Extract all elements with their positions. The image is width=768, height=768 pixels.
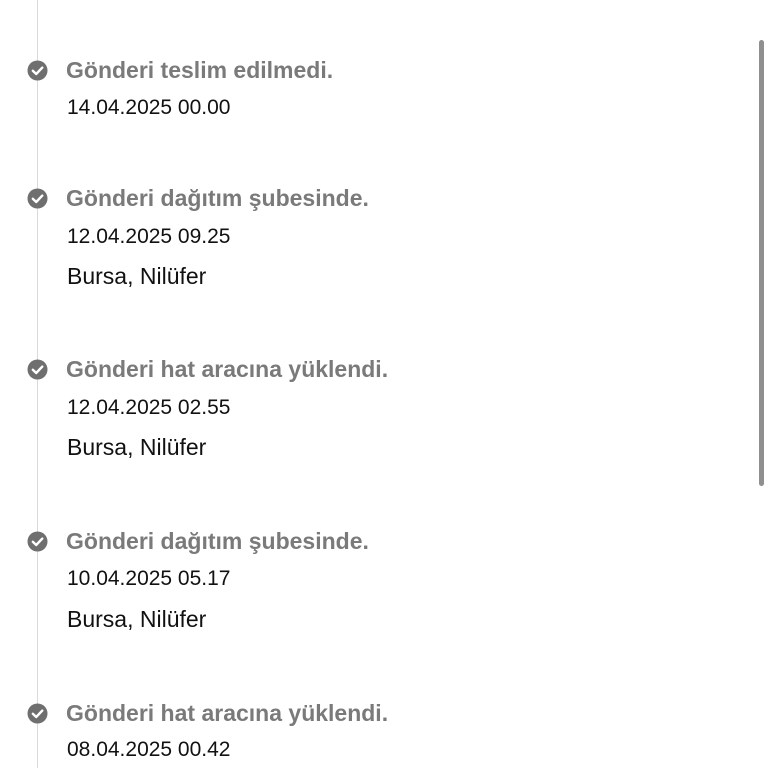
event-datetime: 12.04.2025 09.25 (67, 225, 231, 248)
event-datetime: 10.04.2025 05.17 (67, 567, 231, 590)
event-title: Gönderi hat aracına yüklendi. (66, 700, 389, 726)
scrollbar-thumb[interactable] (759, 40, 764, 486)
event-title: Gönderi dağıtım şubesinde. (66, 528, 369, 554)
event-datetime: 08.04.2025 00.42 (67, 738, 231, 761)
check-circle-icon (27, 359, 48, 380)
timeline-line (37, 0, 38, 768)
event-location: Bursa, Nilüfer (67, 434, 207, 460)
event-datetime: 12.04.2025 02.55 (67, 396, 231, 419)
event-location: Bursa, Nilüfer (67, 263, 207, 289)
scrollbar[interactable] (759, 40, 764, 486)
event-title: Gönderi hat aracına yüklendi. (66, 356, 389, 382)
event-location: Bursa, Nilüfer (67, 606, 207, 632)
check-circle-icon (27, 703, 48, 724)
event-title: Gönderi dağıtım şubesinde. (66, 185, 369, 211)
check-circle-icon (27, 60, 48, 81)
check-circle-icon (27, 188, 48, 209)
event-title: Gönderi teslim edilmedi. (66, 57, 334, 83)
event-datetime: 14.04.2025 00.00 (67, 96, 231, 119)
check-circle-icon (27, 531, 48, 552)
